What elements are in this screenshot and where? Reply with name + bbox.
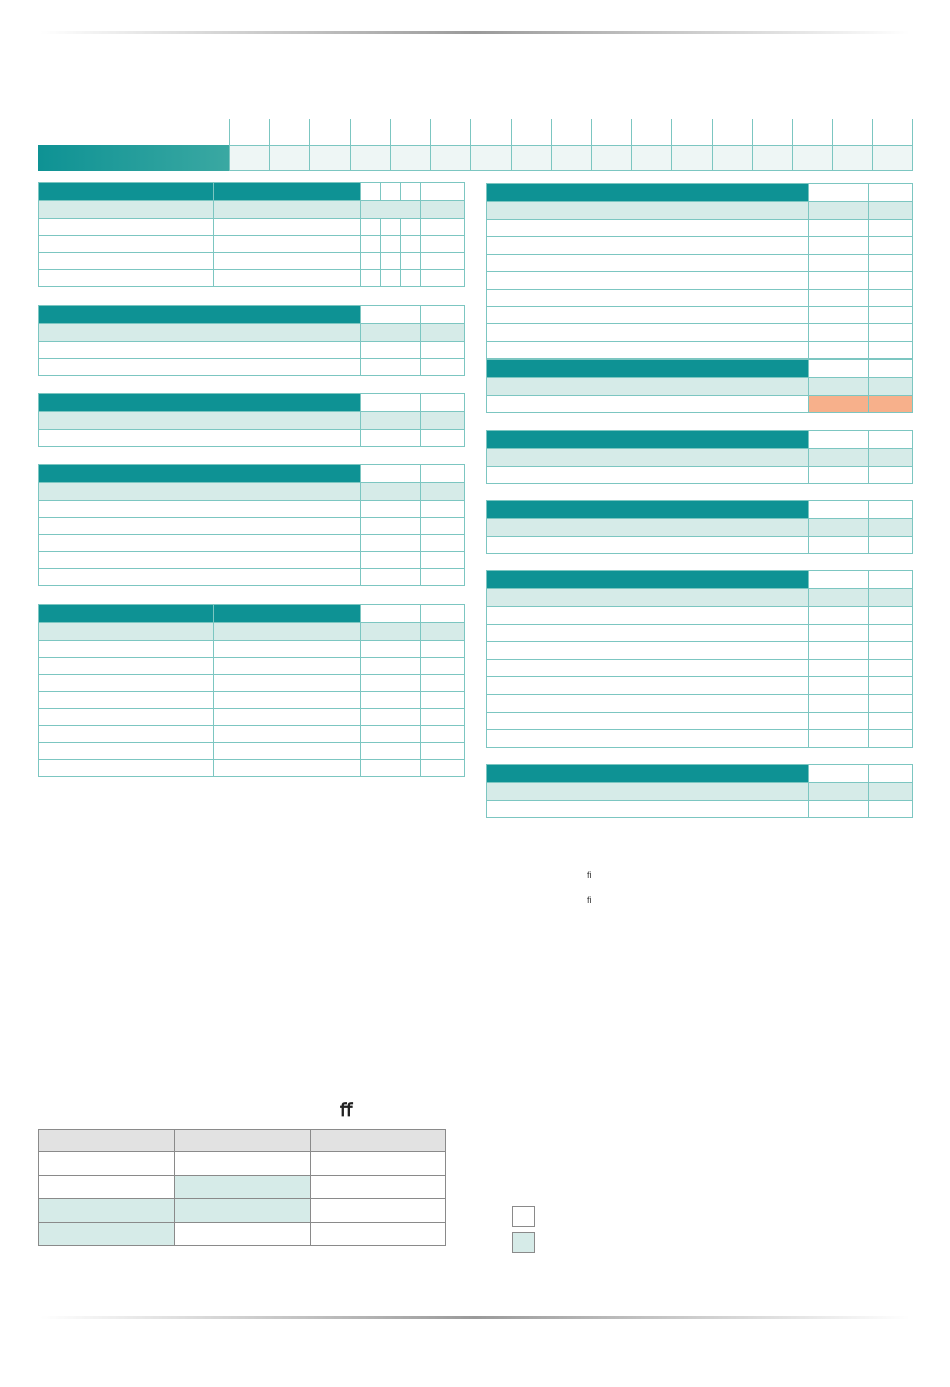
table-cell	[808, 729, 869, 748]
table-cell	[360, 341, 421, 359]
timeline-divider	[269, 119, 270, 171]
table-cell	[808, 641, 869, 660]
table-header-cell	[380, 182, 401, 201]
table-cell	[360, 252, 381, 270]
table-cell	[360, 500, 421, 518]
table-header-cell	[420, 604, 465, 623]
table-header-cell	[420, 464, 465, 483]
table-subheader-cell	[360, 411, 421, 430]
table-cell	[868, 466, 913, 484]
table-cell	[400, 269, 421, 287]
table-cell	[808, 236, 869, 254]
table-cell	[213, 691, 361, 709]
timeline-divider	[350, 119, 351, 171]
table-header-cell	[868, 570, 913, 589]
table-cell	[38, 517, 361, 535]
table-cell	[808, 800, 869, 818]
table-cell	[400, 235, 421, 253]
table-header-cell	[360, 604, 421, 623]
table-subheader-cell	[808, 201, 869, 220]
table-header-cell	[486, 359, 809, 378]
table-cell	[213, 742, 361, 760]
table-cell	[420, 742, 465, 760]
table-header-cell	[38, 604, 214, 623]
table-subheader-cell	[213, 622, 361, 641]
table-subheader-cell	[868, 782, 913, 801]
table-subheader-cell	[38, 482, 361, 501]
table-subheader-cell	[868, 518, 913, 537]
table-cell	[38, 742, 214, 760]
table-cell	[868, 676, 913, 695]
table-cell	[38, 269, 214, 287]
table-cell	[486, 306, 809, 324]
table-cell	[486, 341, 809, 359]
table-cell	[808, 289, 869, 307]
table-cell	[400, 218, 421, 236]
table-cell	[868, 306, 913, 324]
table-subheader-cell	[420, 411, 465, 430]
table-cell	[868, 712, 913, 731]
table-header-cell	[38, 305, 361, 324]
table-cell	[38, 568, 361, 586]
table-cell	[213, 708, 361, 726]
table-cell	[486, 800, 809, 818]
table-cell	[420, 252, 465, 270]
timeline-divider	[591, 119, 592, 171]
table-subheader-cell	[486, 448, 809, 467]
table-cell	[808, 271, 869, 289]
table-subheader-cell	[420, 622, 465, 641]
table-header-cell	[486, 570, 809, 589]
table-subheader-cell	[38, 323, 361, 342]
table-header-cell	[808, 570, 869, 589]
table-header-cell	[486, 430, 809, 449]
table-cell	[38, 429, 361, 447]
table-header-cell	[808, 430, 869, 449]
table-cell	[486, 466, 809, 484]
table-cell	[360, 218, 381, 236]
table-header-cell	[213, 604, 361, 623]
ligature-glyph-2: ﬁ	[587, 895, 592, 905]
table-header-cell	[868, 500, 913, 519]
table-cell	[868, 641, 913, 660]
timeline-divider	[551, 119, 552, 171]
table-header-cell	[420, 305, 465, 324]
table-cell	[808, 219, 869, 237]
table-cell	[868, 289, 913, 307]
table-header-cell	[38, 464, 361, 483]
table-cell	[486, 676, 809, 695]
table-subheader-cell	[360, 323, 421, 342]
table-cell	[380, 235, 401, 253]
table-subheader-cell	[868, 448, 913, 467]
table-cell	[420, 691, 465, 709]
table-header-cell	[420, 393, 465, 412]
table-subheader-cell	[38, 622, 214, 641]
table-cell	[360, 708, 421, 726]
table-subheader-cell	[420, 482, 465, 501]
table-cell	[808, 323, 869, 341]
table-cell	[213, 640, 361, 658]
table-cell	[420, 269, 465, 287]
table-cell	[486, 236, 809, 254]
table-cell	[360, 517, 421, 535]
table-cell	[420, 517, 465, 535]
table-subheader-cell	[808, 377, 869, 396]
table-cell	[213, 657, 361, 675]
table-subheader-cell	[360, 200, 421, 219]
summary-cell	[310, 1222, 446, 1246]
table-cell	[420, 640, 465, 658]
table-header-cell	[360, 393, 421, 412]
table-cell	[38, 218, 214, 236]
table-cell	[420, 657, 465, 675]
top-rule	[40, 31, 910, 34]
table-subheader-cell	[486, 377, 809, 396]
table-cell	[808, 694, 869, 713]
table-cell	[360, 759, 421, 777]
table-cell	[868, 624, 913, 643]
table-cell	[808, 466, 869, 484]
table-subheader-cell	[38, 411, 361, 430]
table-cell	[868, 694, 913, 713]
summary-cell	[310, 1198, 446, 1223]
summary-cell	[38, 1151, 175, 1176]
table-cell	[38, 708, 214, 726]
table-cell	[420, 235, 465, 253]
table-subheader-cell	[868, 377, 913, 396]
table-cell	[486, 323, 809, 341]
table-cell	[486, 729, 809, 748]
timeline-divider	[511, 119, 512, 171]
table-cell	[420, 341, 465, 359]
timeline-divider	[712, 119, 713, 171]
table-cell	[38, 657, 214, 675]
table-header-cell	[868, 359, 913, 378]
table-cell	[868, 323, 913, 341]
table-cell	[360, 235, 381, 253]
table-cell	[486, 289, 809, 307]
table-subheader-cell	[808, 588, 869, 607]
table-cell	[360, 674, 421, 692]
table-subheader-cell	[420, 323, 465, 342]
table-cell	[420, 568, 465, 586]
summary-header-cell	[174, 1129, 311, 1152]
table-cell	[380, 218, 401, 236]
table-cell	[38, 341, 361, 359]
timeline-divider	[671, 119, 672, 171]
table-cell	[38, 500, 361, 518]
table-cell	[808, 606, 869, 625]
table-header-cell	[420, 182, 465, 201]
table-header-cell	[808, 500, 869, 519]
table-cell	[420, 218, 465, 236]
table-subheader-cell	[486, 518, 809, 537]
table-cell	[486, 694, 809, 713]
table-cell	[486, 254, 809, 272]
table-cell	[868, 729, 913, 748]
table-cell	[486, 536, 809, 554]
table-subheader-cell	[808, 782, 869, 801]
table-subheader-cell	[420, 200, 465, 219]
table-cell	[360, 429, 421, 447]
table-cell	[38, 235, 214, 253]
table-cell	[486, 606, 809, 625]
table-cell	[38, 640, 214, 658]
table-header-cell	[868, 183, 913, 202]
summary-cell	[174, 1151, 311, 1176]
table-header-cell	[360, 464, 421, 483]
table-cell	[868, 236, 913, 254]
table-cell	[38, 725, 214, 743]
timeline-divider	[229, 119, 230, 171]
table-cell	[213, 674, 361, 692]
table-cell	[360, 742, 421, 760]
table-cell	[808, 659, 869, 678]
table-cell	[808, 536, 869, 554]
table-header-cell	[400, 182, 421, 201]
table-cell	[868, 341, 913, 359]
timeline-divider	[390, 119, 391, 171]
table-cell	[213, 252, 361, 270]
table-header-cell	[360, 182, 381, 201]
table-cell	[420, 725, 465, 743]
table-cell	[420, 429, 465, 447]
table-cell	[360, 691, 421, 709]
table-header-cell	[38, 393, 361, 412]
table-subheader-cell	[868, 201, 913, 220]
table-subheader-cell	[213, 200, 361, 219]
table-cell	[486, 624, 809, 643]
table-cell	[868, 254, 913, 272]
table-header-cell	[486, 764, 809, 783]
table-cell	[420, 500, 465, 518]
table-cell	[868, 536, 913, 554]
table-cell	[38, 674, 214, 692]
table-cell	[486, 659, 809, 678]
summary-cell	[174, 1198, 311, 1223]
table-cell	[360, 725, 421, 743]
table-subheader-cell	[360, 622, 421, 641]
summary-cell	[38, 1175, 175, 1199]
table-cell	[868, 271, 913, 289]
table-cell	[213, 218, 361, 236]
table-header-cell	[486, 183, 809, 202]
table-cell	[38, 358, 361, 376]
timeline-title-bar	[38, 145, 229, 171]
ligature-glyph-1: ﬁ	[587, 870, 592, 880]
table-cell	[868, 606, 913, 625]
table-cell	[38, 551, 361, 569]
summary-cell	[310, 1175, 446, 1199]
legend-swatch-white	[512, 1206, 535, 1227]
table-cell	[868, 395, 913, 413]
table-cell	[380, 269, 401, 287]
timeline-divider	[912, 119, 913, 171]
table-cell	[868, 800, 913, 818]
table-cell	[808, 676, 869, 695]
table-cell	[420, 551, 465, 569]
table-cell	[213, 759, 361, 777]
table-header-cell	[808, 359, 869, 378]
table-header-cell	[868, 430, 913, 449]
table-header-cell	[213, 182, 361, 201]
table-subheader-cell	[360, 482, 421, 501]
table-subheader-cell	[38, 200, 214, 219]
summary-header-cell	[310, 1129, 446, 1152]
table-cell	[420, 674, 465, 692]
table-cell	[38, 534, 361, 552]
table-cell	[420, 534, 465, 552]
summary-cell	[174, 1175, 311, 1199]
bottom-rule	[40, 1316, 910, 1319]
table-cell	[360, 534, 421, 552]
table-header-cell	[38, 182, 214, 201]
table-cell	[420, 708, 465, 726]
table-cell	[38, 252, 214, 270]
table-header-cell	[486, 500, 809, 519]
table-cell	[486, 219, 809, 237]
table-header-cell	[360, 305, 421, 324]
table-subheader-cell	[486, 782, 809, 801]
timeline-divider	[832, 119, 833, 171]
table-cell	[360, 568, 421, 586]
table-cell	[360, 358, 421, 376]
table-cell	[808, 624, 869, 643]
table-cell	[360, 657, 421, 675]
section-heading-glyph: ﬀ	[340, 1100, 353, 1120]
legend-swatch-pale	[512, 1232, 535, 1253]
timeline-divider	[872, 119, 873, 171]
table-cell	[808, 395, 869, 413]
table-header-cell	[868, 764, 913, 783]
summary-cell	[310, 1151, 446, 1176]
table-subheader-cell	[486, 201, 809, 220]
table-cell	[808, 341, 869, 359]
timeline-divider	[631, 119, 632, 171]
table-cell	[486, 712, 809, 731]
table-cell	[808, 254, 869, 272]
timeline-divider	[470, 119, 471, 171]
table-cell	[38, 691, 214, 709]
timeline-divider	[309, 119, 310, 171]
table-cell	[808, 712, 869, 731]
timeline-divider	[752, 119, 753, 171]
table-cell	[486, 641, 809, 660]
table-cell	[486, 395, 809, 413]
table-subheader-cell	[808, 448, 869, 467]
table-cell	[213, 269, 361, 287]
table-cell	[808, 306, 869, 324]
timeline-divider	[430, 119, 431, 171]
table-cell	[360, 640, 421, 658]
table-subheader-cell	[486, 588, 809, 607]
timeline-row	[229, 145, 912, 171]
table-subheader-cell	[868, 588, 913, 607]
table-cell	[420, 759, 465, 777]
table-subheader-cell	[808, 518, 869, 537]
table-cell	[213, 235, 361, 253]
summary-cell	[174, 1222, 311, 1246]
timeline-divider	[792, 119, 793, 171]
table-cell	[213, 725, 361, 743]
table-cell	[360, 269, 381, 287]
table-cell	[380, 252, 401, 270]
summary-header-cell	[38, 1129, 175, 1152]
table-header-cell	[808, 183, 869, 202]
summary-cell	[38, 1198, 175, 1223]
table-cell	[360, 551, 421, 569]
table-header-cell	[808, 764, 869, 783]
table-cell	[420, 358, 465, 376]
table-cell	[400, 252, 421, 270]
table-cell	[868, 659, 913, 678]
summary-cell	[38, 1222, 175, 1246]
table-cell	[868, 219, 913, 237]
table-cell	[486, 271, 809, 289]
table-cell	[38, 759, 214, 777]
